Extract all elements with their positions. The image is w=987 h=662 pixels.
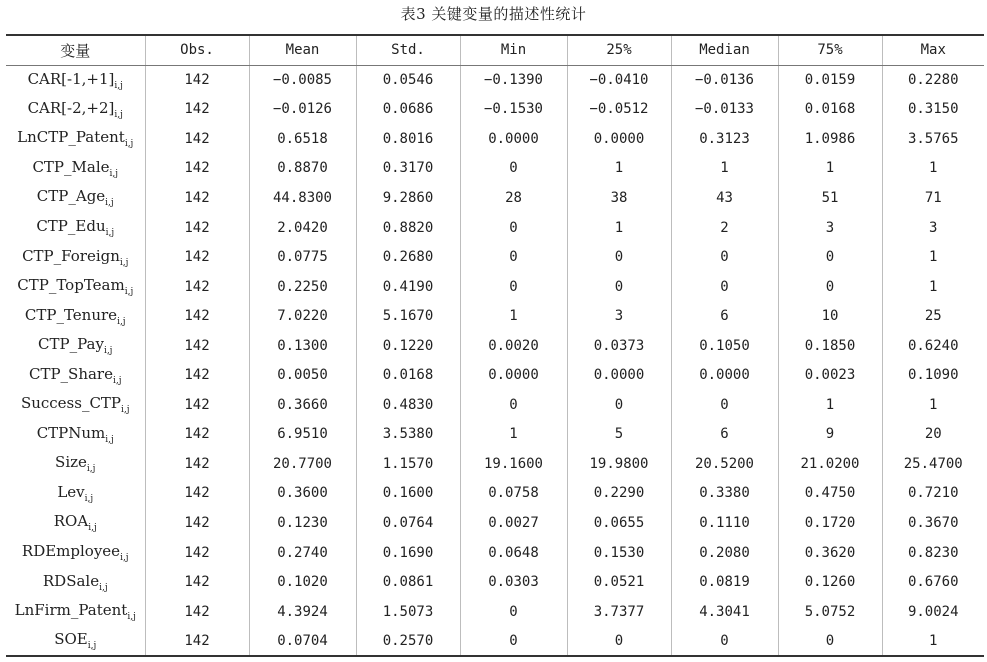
value-cell: 142: [145, 124, 249, 154]
value-cell: −0.0512: [567, 95, 671, 125]
value-cell: 0.3150: [882, 95, 984, 125]
value-cell: 142: [145, 538, 249, 568]
value-cell: 0.1110: [671, 508, 778, 538]
variable-subscript: i,j: [121, 405, 130, 416]
value-cell: 142: [145, 479, 249, 509]
variable-name: CTPNum: [36, 423, 106, 442]
value-cell: 28: [460, 183, 567, 213]
value-cell: 0.8820: [356, 213, 460, 243]
table-row: [6, 508, 984, 538]
value-cell: 0: [778, 242, 882, 272]
value-cell: 142: [145, 360, 249, 390]
value-cell: 142: [145, 331, 249, 361]
value-cell: 10: [778, 301, 882, 331]
table-row: [6, 449, 984, 479]
variable-subscript: i,j: [88, 523, 97, 534]
value-cell: 0.0648: [460, 538, 567, 568]
value-cell: 0.0686: [356, 95, 460, 125]
variable-name-cell: [6, 183, 145, 213]
value-cell: 0.2740: [249, 538, 356, 568]
value-cell: 0: [567, 390, 671, 420]
value-cell: 2: [671, 213, 778, 243]
value-cell: 0.1720: [778, 508, 882, 538]
value-cell: −0.0410: [567, 65, 671, 95]
value-cell: 0.1090: [882, 360, 984, 390]
value-cell: 0.0704: [249, 626, 356, 656]
variable-subscript: i,j: [114, 80, 123, 91]
variable-name-cell: [6, 626, 145, 656]
variable-name-cell: [6, 420, 145, 450]
value-cell: 6: [671, 301, 778, 331]
value-cell: 0: [460, 597, 567, 627]
value-cell: 1: [567, 154, 671, 184]
variable-subscript: i,j: [105, 228, 115, 238]
value-cell: 20.5200: [671, 449, 778, 479]
value-cell: 0.3170: [356, 154, 460, 184]
value-cell: 4.3924: [249, 597, 356, 627]
value-cell: 0.1050: [671, 331, 778, 361]
variable-name-cell: [6, 538, 145, 568]
value-cell: 0.0020: [460, 331, 567, 361]
variable-name-cell: [6, 449, 145, 479]
value-cell: 0.1690: [356, 538, 460, 568]
value-cell: 3.5380: [356, 420, 460, 450]
value-cell: 7.0220: [249, 301, 356, 331]
value-cell: 0.8870: [249, 154, 356, 184]
descriptive-statistics-table: [6, 34, 984, 657]
value-cell: 0.2290: [567, 479, 671, 509]
value-cell: 1: [882, 390, 984, 420]
value-cell: 0.3620: [778, 538, 882, 568]
table-row: [6, 213, 984, 243]
value-cell: 0.0861: [356, 567, 460, 597]
variable-name: CAR[-1,+1]: [27, 69, 115, 88]
table-row: [6, 597, 984, 627]
variable-subscript: i,j: [124, 287, 134, 298]
variable-subscript: i,j: [117, 316, 126, 327]
variable-name: CTP_Foreign: [22, 246, 120, 265]
column-header: 变量: [6, 35, 145, 65]
column-header: Mean: [249, 35, 356, 65]
column-header: 25%: [567, 35, 671, 65]
value-cell: 0.3670: [882, 508, 984, 538]
value-cell: −0.0085: [249, 65, 356, 95]
value-cell: −0.1530: [460, 95, 567, 125]
value-cell: 142: [145, 597, 249, 627]
variable-name: CAR[-2,+2]: [27, 98, 115, 117]
value-cell: 19.9800: [567, 449, 671, 479]
value-cell: 0.4830: [356, 390, 460, 420]
value-cell: 142: [145, 390, 249, 420]
variable-subscript: i,j: [112, 375, 122, 386]
column-header: 75%: [778, 35, 882, 65]
table-row: [6, 390, 984, 420]
value-cell: 1.1570: [356, 449, 460, 479]
table-row: [6, 626, 984, 656]
column-header: Std.: [356, 35, 460, 65]
value-cell: 0: [460, 242, 567, 272]
value-cell: 1: [778, 154, 882, 184]
variable-name: SOE: [54, 630, 88, 649]
variable-subscript: i,j: [103, 346, 113, 357]
value-cell: 0.2080: [671, 538, 778, 568]
value-cell: 3: [882, 213, 984, 243]
variable-name: LnFirm_Patent: [14, 601, 128, 620]
variable-name: RDSale: [42, 571, 100, 590]
value-cell: 142: [145, 65, 249, 95]
variable-subscript: i,j: [119, 257, 129, 268]
value-cell: 0.7210: [882, 479, 984, 509]
value-cell: 142: [145, 213, 249, 243]
variable-subscript: i,j: [127, 612, 136, 623]
value-cell: 44.8300: [249, 183, 356, 213]
variable-name: CTP_Share: [28, 364, 113, 383]
table-body: [6, 65, 984, 656]
variable-name: LnCTP_Patent: [17, 128, 125, 147]
variable-subscript: i,j: [114, 109, 123, 120]
value-cell: 3.5765: [882, 124, 984, 154]
value-cell: −0.0133: [671, 95, 778, 125]
value-cell: 1: [671, 154, 778, 184]
value-cell: 0.0758: [460, 479, 567, 509]
value-cell: 1: [567, 213, 671, 243]
value-cell: 1: [882, 626, 984, 656]
value-cell: −0.0126: [249, 95, 356, 125]
value-cell: 142: [145, 567, 249, 597]
value-cell: 20.7700: [249, 449, 356, 479]
value-cell: 1.5073: [356, 597, 460, 627]
value-cell: −0.1390: [460, 65, 567, 95]
value-cell: 9: [778, 420, 882, 450]
value-cell: 0.8230: [882, 538, 984, 568]
column-header: Obs.: [145, 35, 249, 65]
value-cell: 0.1300: [249, 331, 356, 361]
value-cell: 25: [882, 301, 984, 331]
value-cell: 0: [567, 626, 671, 656]
value-cell: 0: [567, 242, 671, 272]
variable-name-cell: [6, 597, 145, 627]
value-cell: 0: [671, 626, 778, 656]
variable-subscript: i,j: [86, 464, 96, 475]
value-cell: 0: [671, 390, 778, 420]
value-cell: 0.0000: [671, 360, 778, 390]
value-cell: 0.1260: [778, 567, 882, 597]
value-cell: 3: [567, 301, 671, 331]
variable-name-cell: [6, 272, 145, 302]
variable-name-cell: [6, 242, 145, 272]
table-row: [6, 124, 984, 154]
variable-subscript: i,j: [105, 198, 114, 209]
value-cell: 0.1230: [249, 508, 356, 538]
value-cell: 6: [671, 420, 778, 450]
variable-name-cell: [6, 65, 145, 95]
table-row: [6, 65, 984, 95]
value-cell: 0.0819: [671, 567, 778, 597]
value-cell: 0: [778, 626, 882, 656]
variable-name: ROA: [53, 512, 89, 531]
value-cell: 1: [778, 390, 882, 420]
table-row: [6, 567, 984, 597]
value-cell: 0.4750: [778, 479, 882, 509]
column-header: Median: [671, 35, 778, 65]
value-cell: 3: [778, 213, 882, 243]
variable-name-cell: [6, 567, 145, 597]
value-cell: 0: [460, 213, 567, 243]
value-cell: 0: [460, 154, 567, 184]
value-cell: 0.0050: [249, 360, 356, 390]
value-cell: 0.0373: [567, 331, 671, 361]
value-cell: 5: [567, 420, 671, 450]
value-cell: 0.1850: [778, 331, 882, 361]
value-cell: 142: [145, 301, 249, 331]
value-cell: 0.0000: [460, 360, 567, 390]
variable-name: Success_CTP: [20, 394, 122, 413]
value-cell: 0.1530: [567, 538, 671, 568]
value-cell: 0.0521: [567, 567, 671, 597]
value-cell: 142: [145, 95, 249, 125]
variable-name-cell: [6, 479, 145, 509]
variable-name-cell: [6, 331, 145, 361]
value-cell: 0.3660: [249, 390, 356, 420]
header-row: [6, 35, 984, 65]
value-cell: 21.0200: [778, 449, 882, 479]
value-cell: 0: [460, 390, 567, 420]
value-cell: 0.6518: [249, 124, 356, 154]
value-cell: 38: [567, 183, 671, 213]
value-cell: 9.2860: [356, 183, 460, 213]
table-caption: 表3 关键变量的描述性统计: [400, 5, 587, 23]
value-cell: 0: [460, 272, 567, 302]
value-cell: 9.0024: [882, 597, 984, 627]
variable-name: RDEmployee: [21, 542, 121, 561]
value-cell: 0.0023: [778, 360, 882, 390]
value-cell: 142: [145, 154, 249, 184]
value-cell: 43: [671, 183, 778, 213]
value-cell: 1: [882, 242, 984, 272]
value-cell: 0.0775: [249, 242, 356, 272]
table-row: [6, 331, 984, 361]
column-header: Min: [460, 35, 567, 65]
value-cell: 142: [145, 183, 249, 213]
value-cell: 0.2280: [882, 65, 984, 95]
table-row: [6, 183, 984, 213]
table-row: [6, 95, 984, 125]
variable-name-cell: [6, 360, 145, 390]
variable-name: CTP_Male: [32, 157, 110, 176]
value-cell: 0.0546: [356, 65, 460, 95]
value-cell: 1.0986: [778, 124, 882, 154]
value-cell: 20: [882, 420, 984, 450]
variable-name: Size: [55, 453, 87, 472]
variable-name: CTP_TopTeam: [17, 276, 125, 295]
value-cell: 1: [460, 420, 567, 450]
column-header: Max: [882, 35, 984, 65]
value-cell: 0.3380: [671, 479, 778, 509]
table-row: [6, 420, 984, 450]
value-cell: 0.6760: [882, 567, 984, 597]
table-row: [6, 154, 984, 184]
variable-name: CTP_Age: [36, 187, 106, 206]
value-cell: 0.0764: [356, 508, 460, 538]
table-row: [6, 272, 984, 302]
value-cell: 0.0000: [567, 124, 671, 154]
value-cell: 25.4700: [882, 449, 984, 479]
value-cell: 0.0027: [460, 508, 567, 538]
value-cell: 1: [882, 272, 984, 302]
value-cell: 4.3041: [671, 597, 778, 627]
value-cell: 0.0000: [460, 124, 567, 154]
value-cell: 142: [145, 242, 249, 272]
value-cell: 142: [145, 449, 249, 479]
value-cell: 0.0168: [356, 360, 460, 390]
value-cell: 0.3123: [671, 124, 778, 154]
variable-subscript: i,j: [87, 641, 97, 652]
table-row: [6, 301, 984, 331]
table-row: [6, 360, 984, 390]
variable-subscript: i,j: [99, 582, 108, 593]
value-cell: 142: [145, 626, 249, 656]
variable-name-cell: [6, 213, 145, 243]
value-cell: 3.7377: [567, 597, 671, 627]
variable-name-cell: [6, 154, 145, 184]
variable-name-cell: [6, 508, 145, 538]
value-cell: 0.2570: [356, 626, 460, 656]
variable-subscript: i,j: [120, 553, 129, 564]
value-cell: 0.0303: [460, 567, 567, 597]
value-cell: 0.6240: [882, 331, 984, 361]
table-row: [6, 479, 984, 509]
value-cell: 0.1220: [356, 331, 460, 361]
value-cell: 0: [671, 242, 778, 272]
value-cell: 2.0420: [249, 213, 356, 243]
variable-name: Lev: [57, 482, 85, 501]
value-cell: −0.0136: [671, 65, 778, 95]
value-cell: 142: [145, 272, 249, 302]
value-cell: 0: [460, 626, 567, 656]
variable-subscript: i,j: [105, 434, 114, 445]
value-cell: 0: [567, 272, 671, 302]
variable-name-cell: [6, 301, 145, 331]
variable-name: CTP_Edu: [36, 217, 106, 235]
value-cell: 71: [882, 183, 984, 213]
value-cell: 0.2680: [356, 242, 460, 272]
value-cell: 142: [145, 508, 249, 538]
value-cell: 5.1670: [356, 301, 460, 331]
variable-subscript: i,j: [109, 168, 119, 179]
value-cell: 0.0159: [778, 65, 882, 95]
value-cell: 0: [671, 272, 778, 302]
variable-subscript: i,j: [124, 139, 134, 150]
value-cell: 1: [882, 154, 984, 184]
value-cell: 0.8016: [356, 124, 460, 154]
variable-name-cell: [6, 124, 145, 154]
value-cell: 0: [778, 272, 882, 302]
table-row: [6, 538, 984, 568]
value-cell: 1: [460, 301, 567, 331]
value-cell: 19.1600: [460, 449, 567, 479]
value-cell: 0.1020: [249, 567, 356, 597]
value-cell: 0.0000: [567, 360, 671, 390]
table-row: [6, 242, 984, 272]
value-cell: 142: [145, 420, 249, 450]
variable-subscript: i,j: [84, 493, 94, 504]
value-cell: 0.0168: [778, 95, 882, 125]
value-cell: 0.3600: [249, 479, 356, 509]
variable-name-cell: [6, 95, 145, 125]
value-cell: 5.0752: [778, 597, 882, 627]
value-cell: 0.2250: [249, 272, 356, 302]
value-cell: 0.1600: [356, 479, 460, 509]
value-cell: 6.9510: [249, 420, 356, 450]
value-cell: 51: [778, 183, 882, 213]
value-cell: 0.4190: [356, 272, 460, 302]
variable-name: CTP_Pay: [38, 335, 104, 354]
variable-name-cell: [6, 390, 145, 420]
value-cell: 0.0655: [567, 508, 671, 538]
variable-name: CTP_Tenure: [24, 305, 118, 324]
